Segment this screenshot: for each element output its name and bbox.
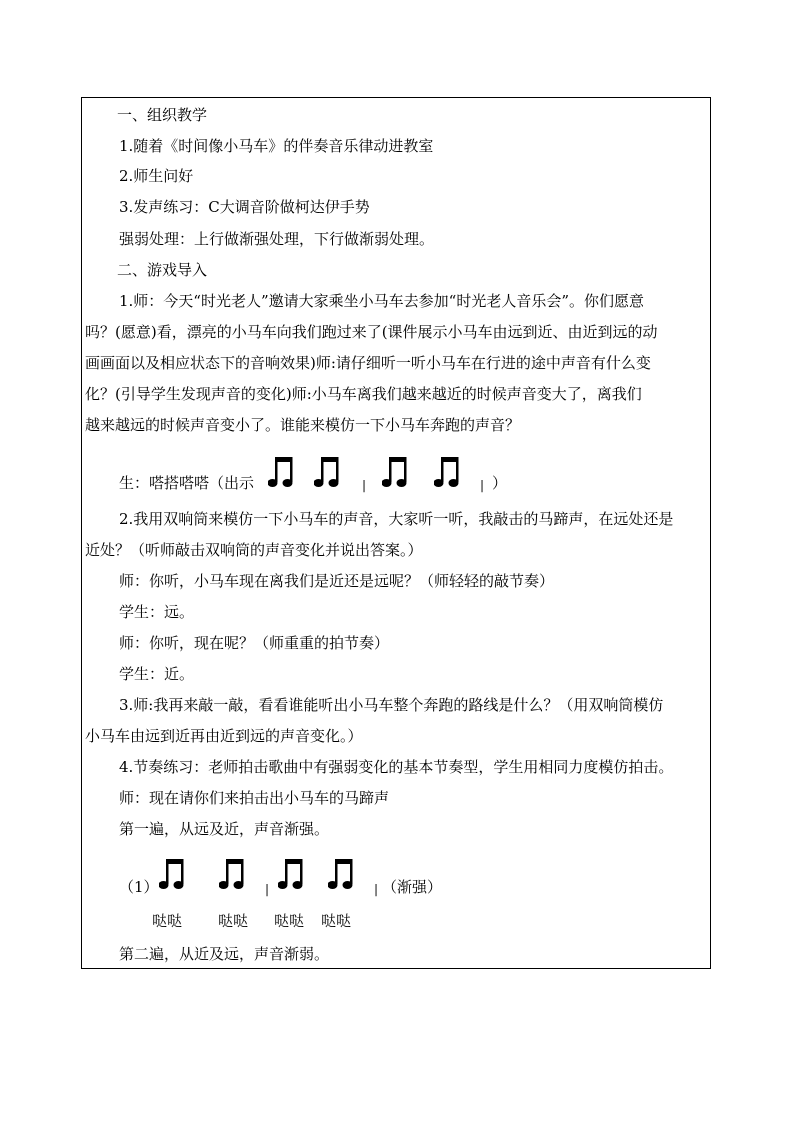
paragraph: 1.师：今天“时光老人”邀请大家乘坐小马车去参加“时光老人音乐会”。你们愿意 — [119, 292, 644, 310]
paragraph: 吗？(愿意)看，漂亮的小马车向我们跑过来了(课件展示小马车由远到近、由近到远的动 — [85, 323, 658, 341]
rhythm-crescendo-label: （渐强） — [382, 878, 443, 896]
paragraph: 师：现在请你们来拍击出小马车的马蹄声 — [119, 789, 390, 807]
heading-game-intro: 二、游戏导入 — [117, 261, 208, 279]
paragraph: 4.节奏练习：老师拍击歌曲中有强弱变化的基本节奏型，学生用相同力度模仿拍击。 — [119, 758, 674, 776]
rhythm-suffix: ） — [492, 474, 508, 492]
bar-line: | — [362, 478, 367, 492]
paragraph: 3.发声练习：C大调音阶做柯达伊手势 — [119, 198, 370, 216]
paragraph: 化？(引导学生发现声音的变化)师:小马车离我们越来越近的时候声音变大了，离我们 — [85, 385, 642, 403]
eighth-note-pair-icon — [268, 455, 296, 489]
syllable: 哒哒 — [218, 912, 249, 930]
paragraph: 第二遍，从近及远，声音渐弱。 — [119, 945, 330, 963]
paragraph: 越来越远的时候声音变小了。谁能来模仿一下小马车奔跑的声音？ — [85, 416, 521, 434]
bar-line: | — [480, 478, 485, 492]
eighth-note-pair-icon — [434, 455, 462, 489]
paragraph: 学生：远。 — [119, 603, 195, 621]
paragraph: 第一遍，从远及近，声音渐强。 — [119, 820, 330, 838]
syllable: 哒哒 — [321, 912, 352, 930]
eighth-note-pair-icon — [278, 857, 306, 891]
paragraph: 小马车由远到近再由近到远的声音变化。） — [85, 727, 363, 745]
paragraph: 近处？（听师敲击双响筒的声音变化并说出答案。） — [85, 541, 423, 559]
paragraph: 学生：近。 — [119, 665, 195, 683]
paragraph: 1.随着《时间像小马车》的伴奏音乐律动进教室 — [119, 137, 434, 155]
bar-line: | — [265, 882, 270, 896]
eighth-note-pair-icon — [328, 857, 356, 891]
paragraph: 师：你听，小马车现在离我们是近还是远呢？（师轻轻的敲节奏） — [119, 572, 555, 590]
paragraph: 2.我用双响筒来模仿一下小马车的声音，大家听一听，我敲击的马蹄声，在远处还是 — [119, 510, 674, 528]
bar-line: | — [374, 882, 379, 896]
eighth-note-pair-icon — [314, 455, 342, 489]
eighth-note-pair-icon — [382, 455, 410, 489]
paragraph: 画画面以及相应状态下的音响效果)师:请仔细听一听小马车在行进的途中声音有什么变 — [85, 354, 651, 372]
rhythm-prefix: 生：嗒搭嗒嗒（出示 — [119, 474, 255, 492]
syllable: 哒哒 — [274, 912, 305, 930]
syllable: 哒哒 — [152, 912, 183, 930]
heading-organize-teaching: 一、组织教学 — [117, 106, 208, 124]
paragraph: 师：你听，现在呢？（师重重的拍节奏） — [119, 634, 390, 652]
rhythm-label: （1） — [119, 878, 159, 896]
lesson-plan-table-cell — [81, 97, 711, 969]
paragraph: 强弱处理：上行做渐强处理，下行做渐弱处理。 — [119, 230, 435, 248]
paragraph: 3.师:我再来敲一敲，看看谁能听出小马车整个奔跑的路线是什么？（用双响筒模仿 — [119, 696, 664, 714]
eighth-note-pair-icon — [219, 857, 247, 891]
eighth-note-pair-icon — [159, 857, 187, 891]
paragraph: 2.师生问好 — [119, 167, 194, 185]
